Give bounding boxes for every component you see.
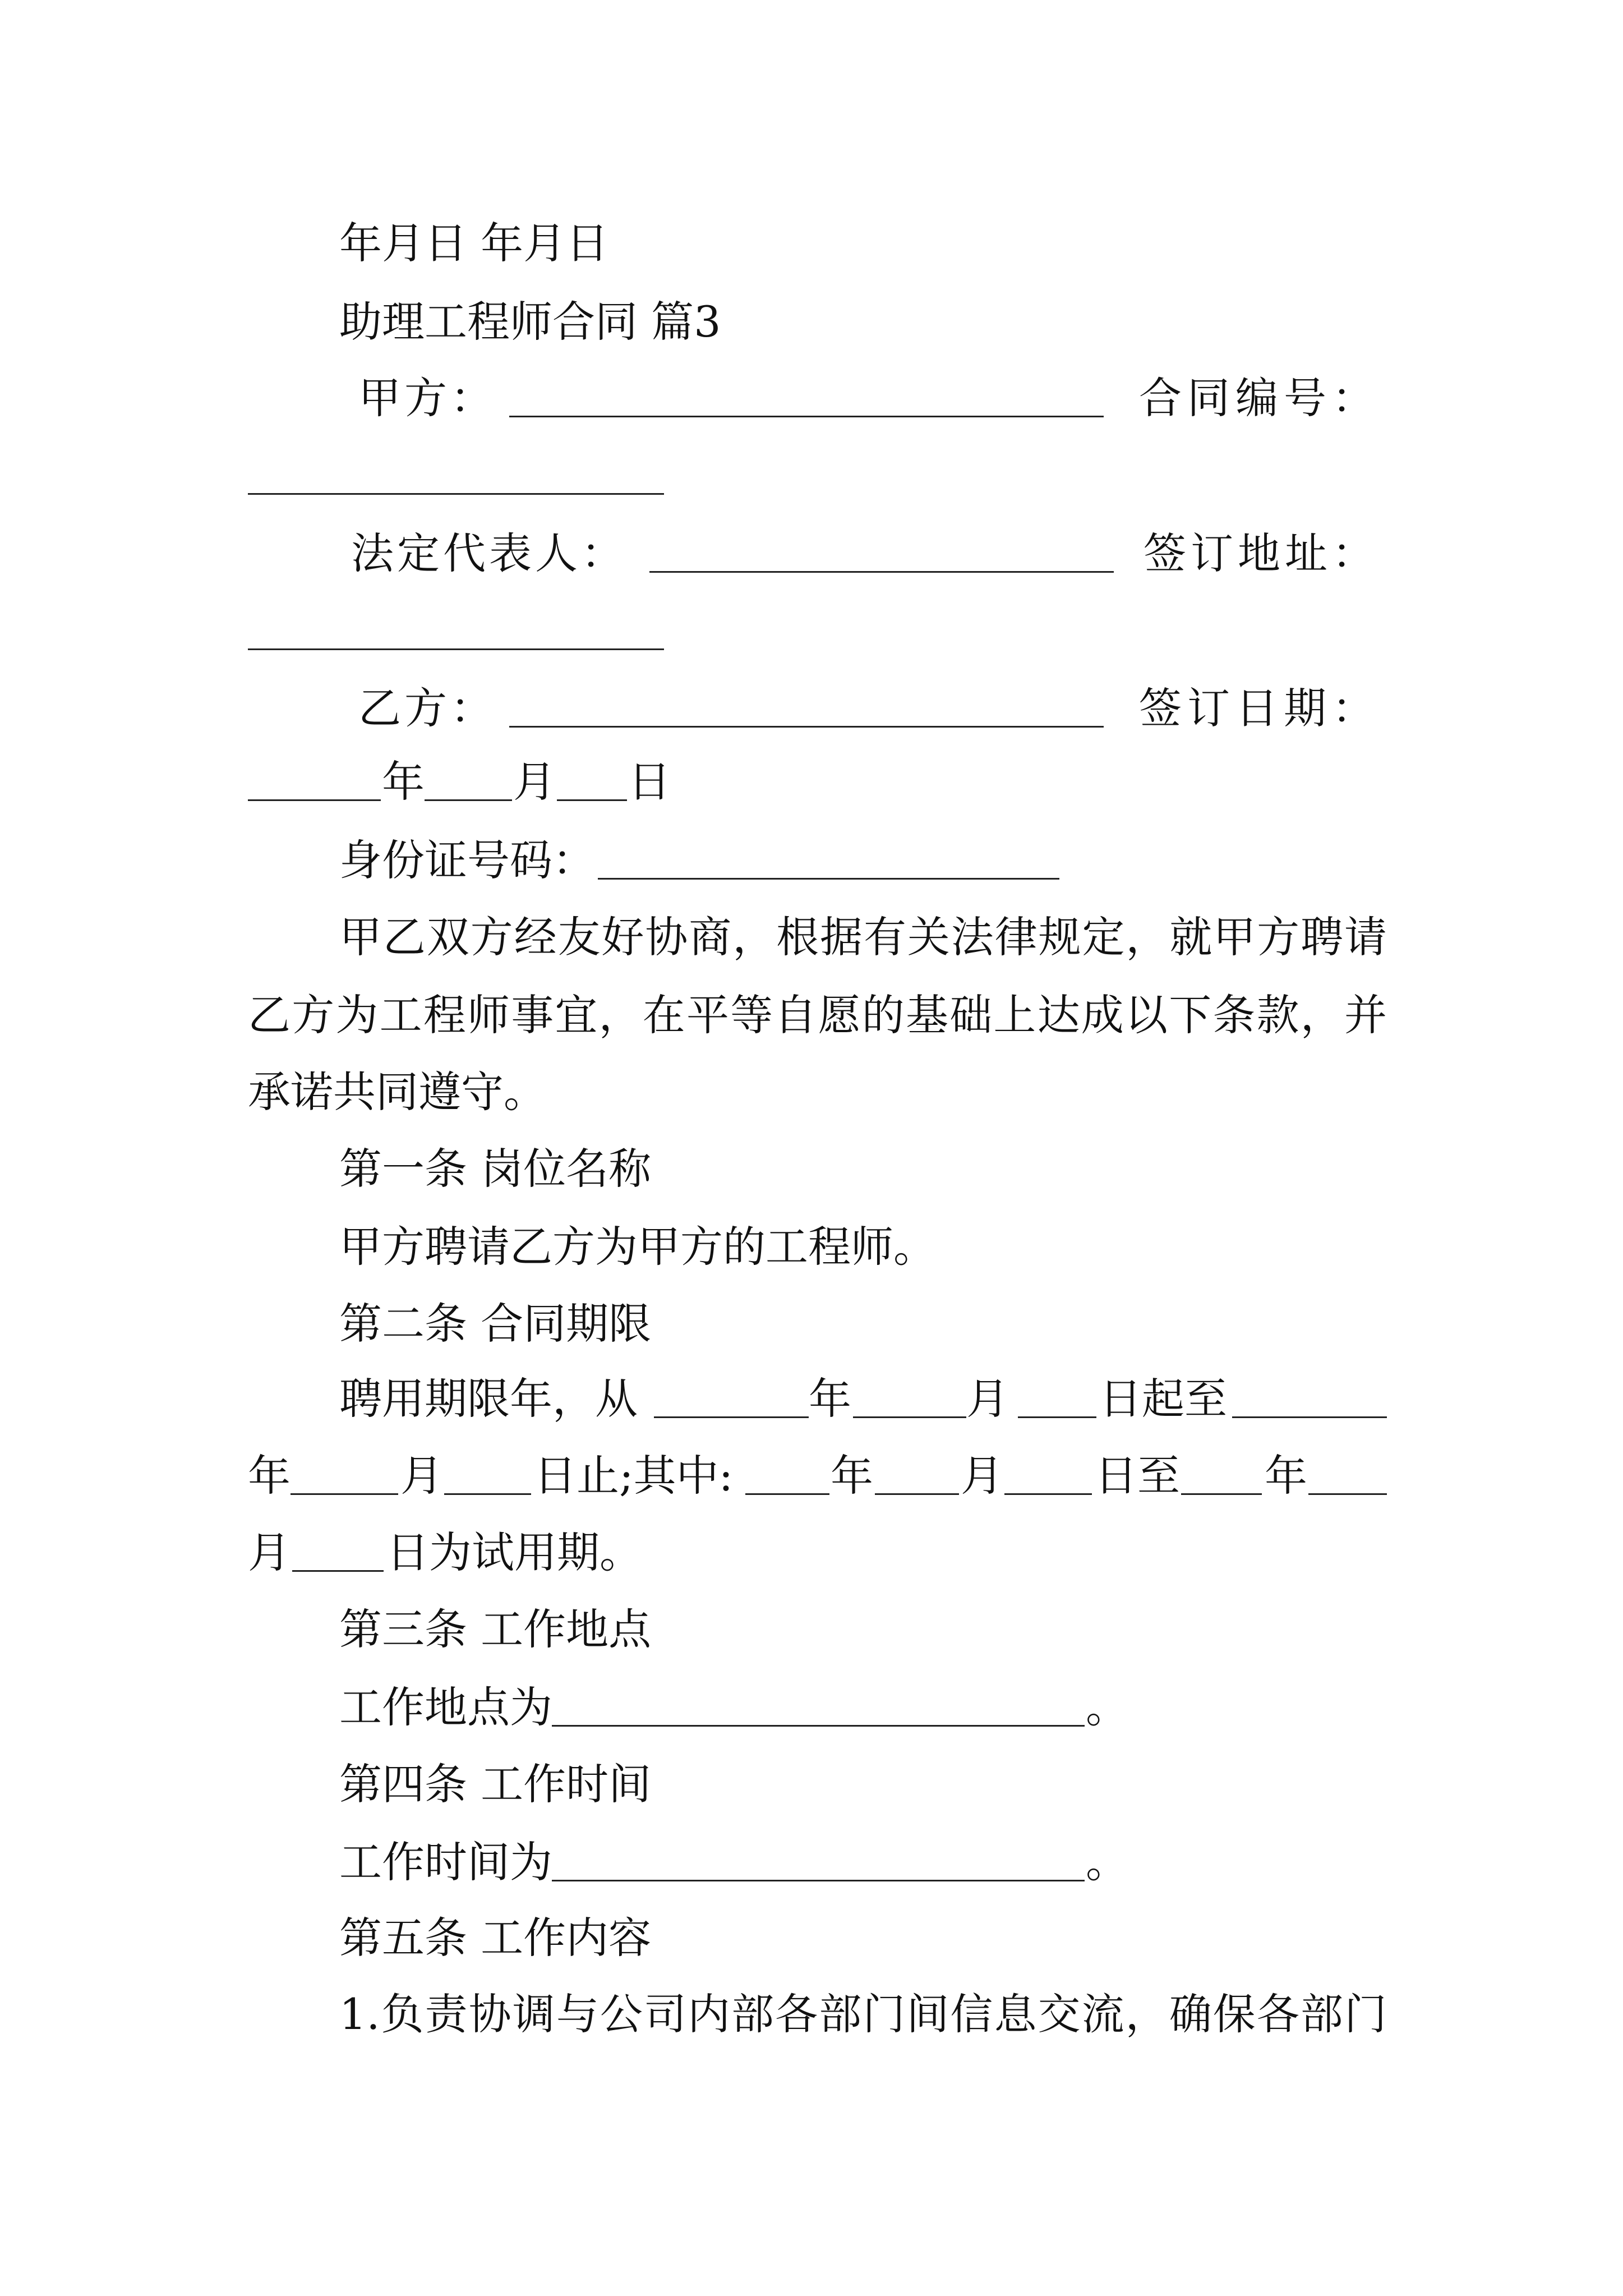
- period-mark: 。: [1086, 1837, 1128, 1887]
- article-5-body-line: [0, 1989, 1623, 2039]
- term-text: 聘用期限年，从: [339, 1374, 638, 1424]
- id-number-blank: [598, 839, 1059, 880]
- sign-date-label: 签订日期：: [1139, 683, 1380, 733]
- sign-date-line: [0, 757, 1623, 807]
- trial-end-day-blank: [292, 1531, 384, 1572]
- sign-date-year-label: 年: [382, 757, 425, 807]
- term-text: 年: [831, 1451, 873, 1501]
- preamble-line: [0, 1067, 1623, 1117]
- period-mark: 。: [1086, 1682, 1128, 1732]
- term-text: 年: [1265, 1451, 1307, 1501]
- article-title: 第四条 工作时间: [339, 1759, 652, 1809]
- article-4-title-line: [0, 1759, 1623, 1809]
- trial-start-month-blank: [875, 1455, 959, 1495]
- work-time-blank: [552, 1841, 1085, 1881]
- article-title: 第五条 工作内容: [339, 1913, 652, 1963]
- legal-rep-blank: [649, 532, 1114, 573]
- article-2-title-line: [0, 1299, 1623, 1349]
- legal-rep-line: [0, 528, 1623, 578]
- article-1-body-line: [0, 1222, 1623, 1272]
- party-a-label: 甲方：: [358, 373, 496, 423]
- sign-date-day-blank: [557, 761, 627, 801]
- contract-no-blank: [248, 454, 664, 495]
- end-year-blank: [1232, 1378, 1387, 1418]
- article-4-body-line: [0, 1837, 1623, 1887]
- trial-end-month-blank: [1308, 1455, 1387, 1495]
- term-text: 月: [248, 1527, 291, 1577]
- id-number-line: [0, 835, 1623, 885]
- sign-place-blank-line: [0, 610, 1623, 652]
- party-a-line: [0, 373, 1623, 423]
- term-text: 日为试用期。: [386, 1527, 642, 1577]
- term-text: 月: [966, 1374, 1009, 1424]
- preamble-text: 甲乙双方经友好协商，根据有关法律规定，就甲方聘请: [339, 912, 1387, 962]
- article-title: 第二条 合同期限: [339, 1299, 652, 1349]
- article-5-title-line: [0, 1913, 1623, 1963]
- party-b-label: 乙方：: [358, 683, 496, 733]
- sign-date-month-label: 月: [513, 757, 556, 807]
- article-2-term-line: [0, 1527, 1623, 1577]
- article-title: 第一条 岗位名称: [339, 1144, 652, 1194]
- term-text: 月: [961, 1451, 1003, 1501]
- article-3-body-line: [0, 1682, 1623, 1732]
- article-body: 甲方聘请乙方为甲方的工程师。: [339, 1222, 936, 1272]
- sign-date-month-blank: [425, 761, 512, 801]
- end-day-blank: [444, 1455, 531, 1495]
- work-place-label: 工作地点为: [339, 1682, 552, 1732]
- term-text: 年: [809, 1374, 851, 1424]
- trial-start-year-blank: [745, 1455, 829, 1495]
- contract-no-label: 合同编号：: [1139, 373, 1380, 423]
- date-line-text: 年月日 年月日: [339, 218, 609, 268]
- term-text: 日至: [1095, 1451, 1180, 1501]
- preamble-line: [0, 912, 1623, 962]
- article-3-title-line: [0, 1604, 1623, 1654]
- legal-rep-label: 法定代表人：: [351, 528, 627, 578]
- sign-place-label: 签订地址：: [1144, 528, 1379, 578]
- article-title: 第三条 工作地点: [339, 1604, 652, 1654]
- contract-title: 助理工程师合同 篇3: [339, 297, 721, 347]
- work-time-label: 工作时间为: [339, 1837, 552, 1887]
- preamble-text: 承诺共同遵守。: [248, 1067, 546, 1117]
- term-text: 日止;其中:: [534, 1451, 734, 1501]
- term-text: 年: [248, 1451, 291, 1501]
- term-text: 月: [400, 1451, 443, 1501]
- sign-place-blank: [248, 610, 664, 650]
- article-1-title-line: [0, 1144, 1623, 1194]
- contract-title-line: [0, 297, 1623, 347]
- end-month-blank: [291, 1455, 398, 1495]
- start-month-blank: [853, 1378, 966, 1418]
- contract-no-blank-line: [0, 454, 1623, 497]
- party-b-blank: [509, 687, 1104, 728]
- preamble-text: 乙方为工程师事宜，在平等自愿的基础上达成以下条款，并: [248, 990, 1387, 1040]
- trial-start-day-blank: [1004, 1455, 1092, 1495]
- preamble-line: [0, 990, 1623, 1040]
- start-year-blank: [654, 1378, 809, 1418]
- article-2-term-line: [0, 1451, 1623, 1501]
- article-2-term-line: [0, 1374, 1623, 1424]
- id-number-label: 身份证号码：: [339, 835, 595, 885]
- sign-date-day-label: 日: [628, 757, 671, 807]
- party-b-line: [0, 683, 1623, 733]
- trial-end-year-blank: [1181, 1455, 1262, 1495]
- work-place-blank: [552, 1686, 1085, 1727]
- start-day-blank: [1018, 1378, 1096, 1418]
- party-a-blank: [509, 377, 1104, 417]
- sign-date-year-blank: [248, 761, 381, 801]
- date-line: [0, 218, 1623, 268]
- article-body: 1.负责协调与公司内部各部门间信息交流，确保各部门: [339, 1989, 1387, 2039]
- term-text: 日起至: [1099, 1374, 1227, 1424]
